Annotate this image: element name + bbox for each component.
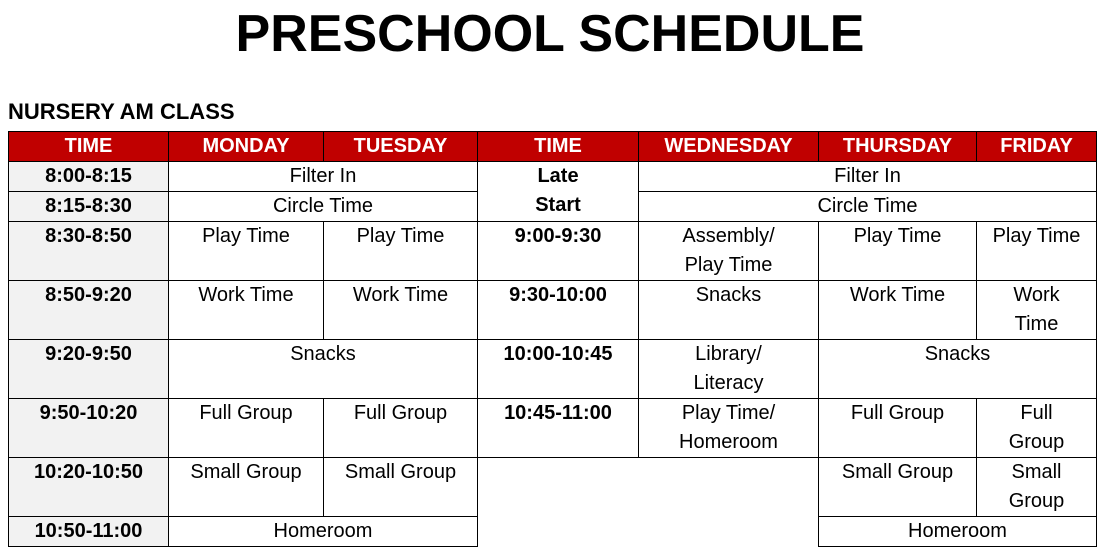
time-cell-wed: 10:45-11:00 <box>478 399 639 458</box>
late-start-line1: Late <box>537 165 579 187</box>
cell-line: Play Time/ <box>681 402 776 424</box>
friday-work-time <box>977 281 1097 340</box>
header-row <box>9 132 1097 162</box>
cell-line: Homeroom <box>679 431 778 453</box>
wednesday-snacks: Snacks <box>639 281 819 340</box>
thursday-play-time: Play Time <box>819 222 977 281</box>
class-name: NURSERY AM CLASS <box>8 99 235 124</box>
header-monday: MONDAY <box>169 132 324 162</box>
wednesday-play-homeroom <box>639 399 819 458</box>
table-row <box>9 162 1097 192</box>
time-cell: 8:50-9:20 <box>9 281 169 340</box>
tuesday-full-group: Full Group <box>324 399 478 458</box>
mon-tue-homeroom: Homeroom <box>169 517 478 547</box>
friday-play-time: Play Time <box>977 222 1097 281</box>
cell-line: Small <box>1011 461 1062 483</box>
header-friday: FRIDAY <box>977 132 1097 162</box>
schedule-table <box>8 131 1097 547</box>
cell-line: Group <box>1008 431 1065 453</box>
tuesday-work-time: Work Time <box>324 281 478 340</box>
table-row <box>9 517 1097 547</box>
monday-play-time: Play Time <box>169 222 324 281</box>
thursday-full-group: Full Group <box>819 399 977 458</box>
time-cell: 10:20-10:50 <box>9 458 169 517</box>
wed-fri-circle-time: Circle Time <box>639 192 1097 222</box>
header-wednesday: WEDNESDAY <box>639 132 819 162</box>
cell-line: Work <box>1013 284 1060 306</box>
wed-fri-filter-in: Filter In <box>639 162 1097 192</box>
monday-work-time: Work Time <box>169 281 324 340</box>
thursday-small-group: Small Group <box>819 458 977 517</box>
table-row <box>9 458 1097 517</box>
friday-full-group <box>977 399 1097 458</box>
mon-tue-circle-time: Circle Time <box>169 192 478 222</box>
header-tuesday: TUESDAY <box>324 132 478 162</box>
cell-line: Time <box>1014 313 1059 335</box>
time-cell-wed: 9:00-9:30 <box>478 222 639 281</box>
header-thursday: THURSDAY <box>819 132 977 162</box>
time-cell: 10:50-11:00 <box>9 517 169 547</box>
time-cell: 9:50-10:20 <box>9 399 169 458</box>
thu-fri-snacks: Snacks <box>819 340 1097 399</box>
mon-tue-filter-in: Filter In <box>169 162 478 192</box>
table-row <box>9 281 1097 340</box>
time-cell-wed: 9:30-10:00 <box>478 281 639 340</box>
late-start-line2: Start <box>535 194 581 216</box>
table-row <box>9 340 1097 399</box>
cell-line: Assembly/ <box>682 225 775 247</box>
header-time-1: TIME <box>9 132 169 162</box>
tuesday-small-group: Small Group <box>324 458 478 517</box>
tuesday-play-time: Play Time <box>324 222 478 281</box>
cell-line: Full <box>1020 402 1053 424</box>
empty-cell <box>478 517 819 547</box>
thu-fri-homeroom: Homeroom <box>819 517 1097 547</box>
time-cell: 8:30-8:50 <box>9 222 169 281</box>
table-row <box>9 222 1097 281</box>
monday-small-group: Small Group <box>169 458 324 517</box>
wednesday-assembly <box>639 222 819 281</box>
page-title: PRESCHOOL SCHEDULE <box>235 5 865 63</box>
header-time-2: TIME <box>478 132 639 162</box>
time-cell-wed: 10:00-10:45 <box>478 340 639 399</box>
friday-small-group <box>977 458 1097 517</box>
table-row <box>9 399 1097 458</box>
cell-line: Play Time <box>684 254 773 276</box>
empty-cell <box>478 458 819 517</box>
time-cell: 9:20-9:50 <box>9 340 169 399</box>
cell-line: Literacy <box>693 372 764 394</box>
cell-line: Library/ <box>695 343 762 365</box>
wednesday-library <box>639 340 819 399</box>
time-cell: 8:15-8:30 <box>9 192 169 222</box>
monday-full-group: Full Group <box>169 399 324 458</box>
thursday-work-time: Work Time <box>819 281 977 340</box>
time-cell: 8:00-8:15 <box>9 162 169 192</box>
mon-tue-snacks: Snacks <box>169 340 478 399</box>
cell-line: Group <box>1008 490 1065 512</box>
late-start-cell <box>478 162 639 222</box>
